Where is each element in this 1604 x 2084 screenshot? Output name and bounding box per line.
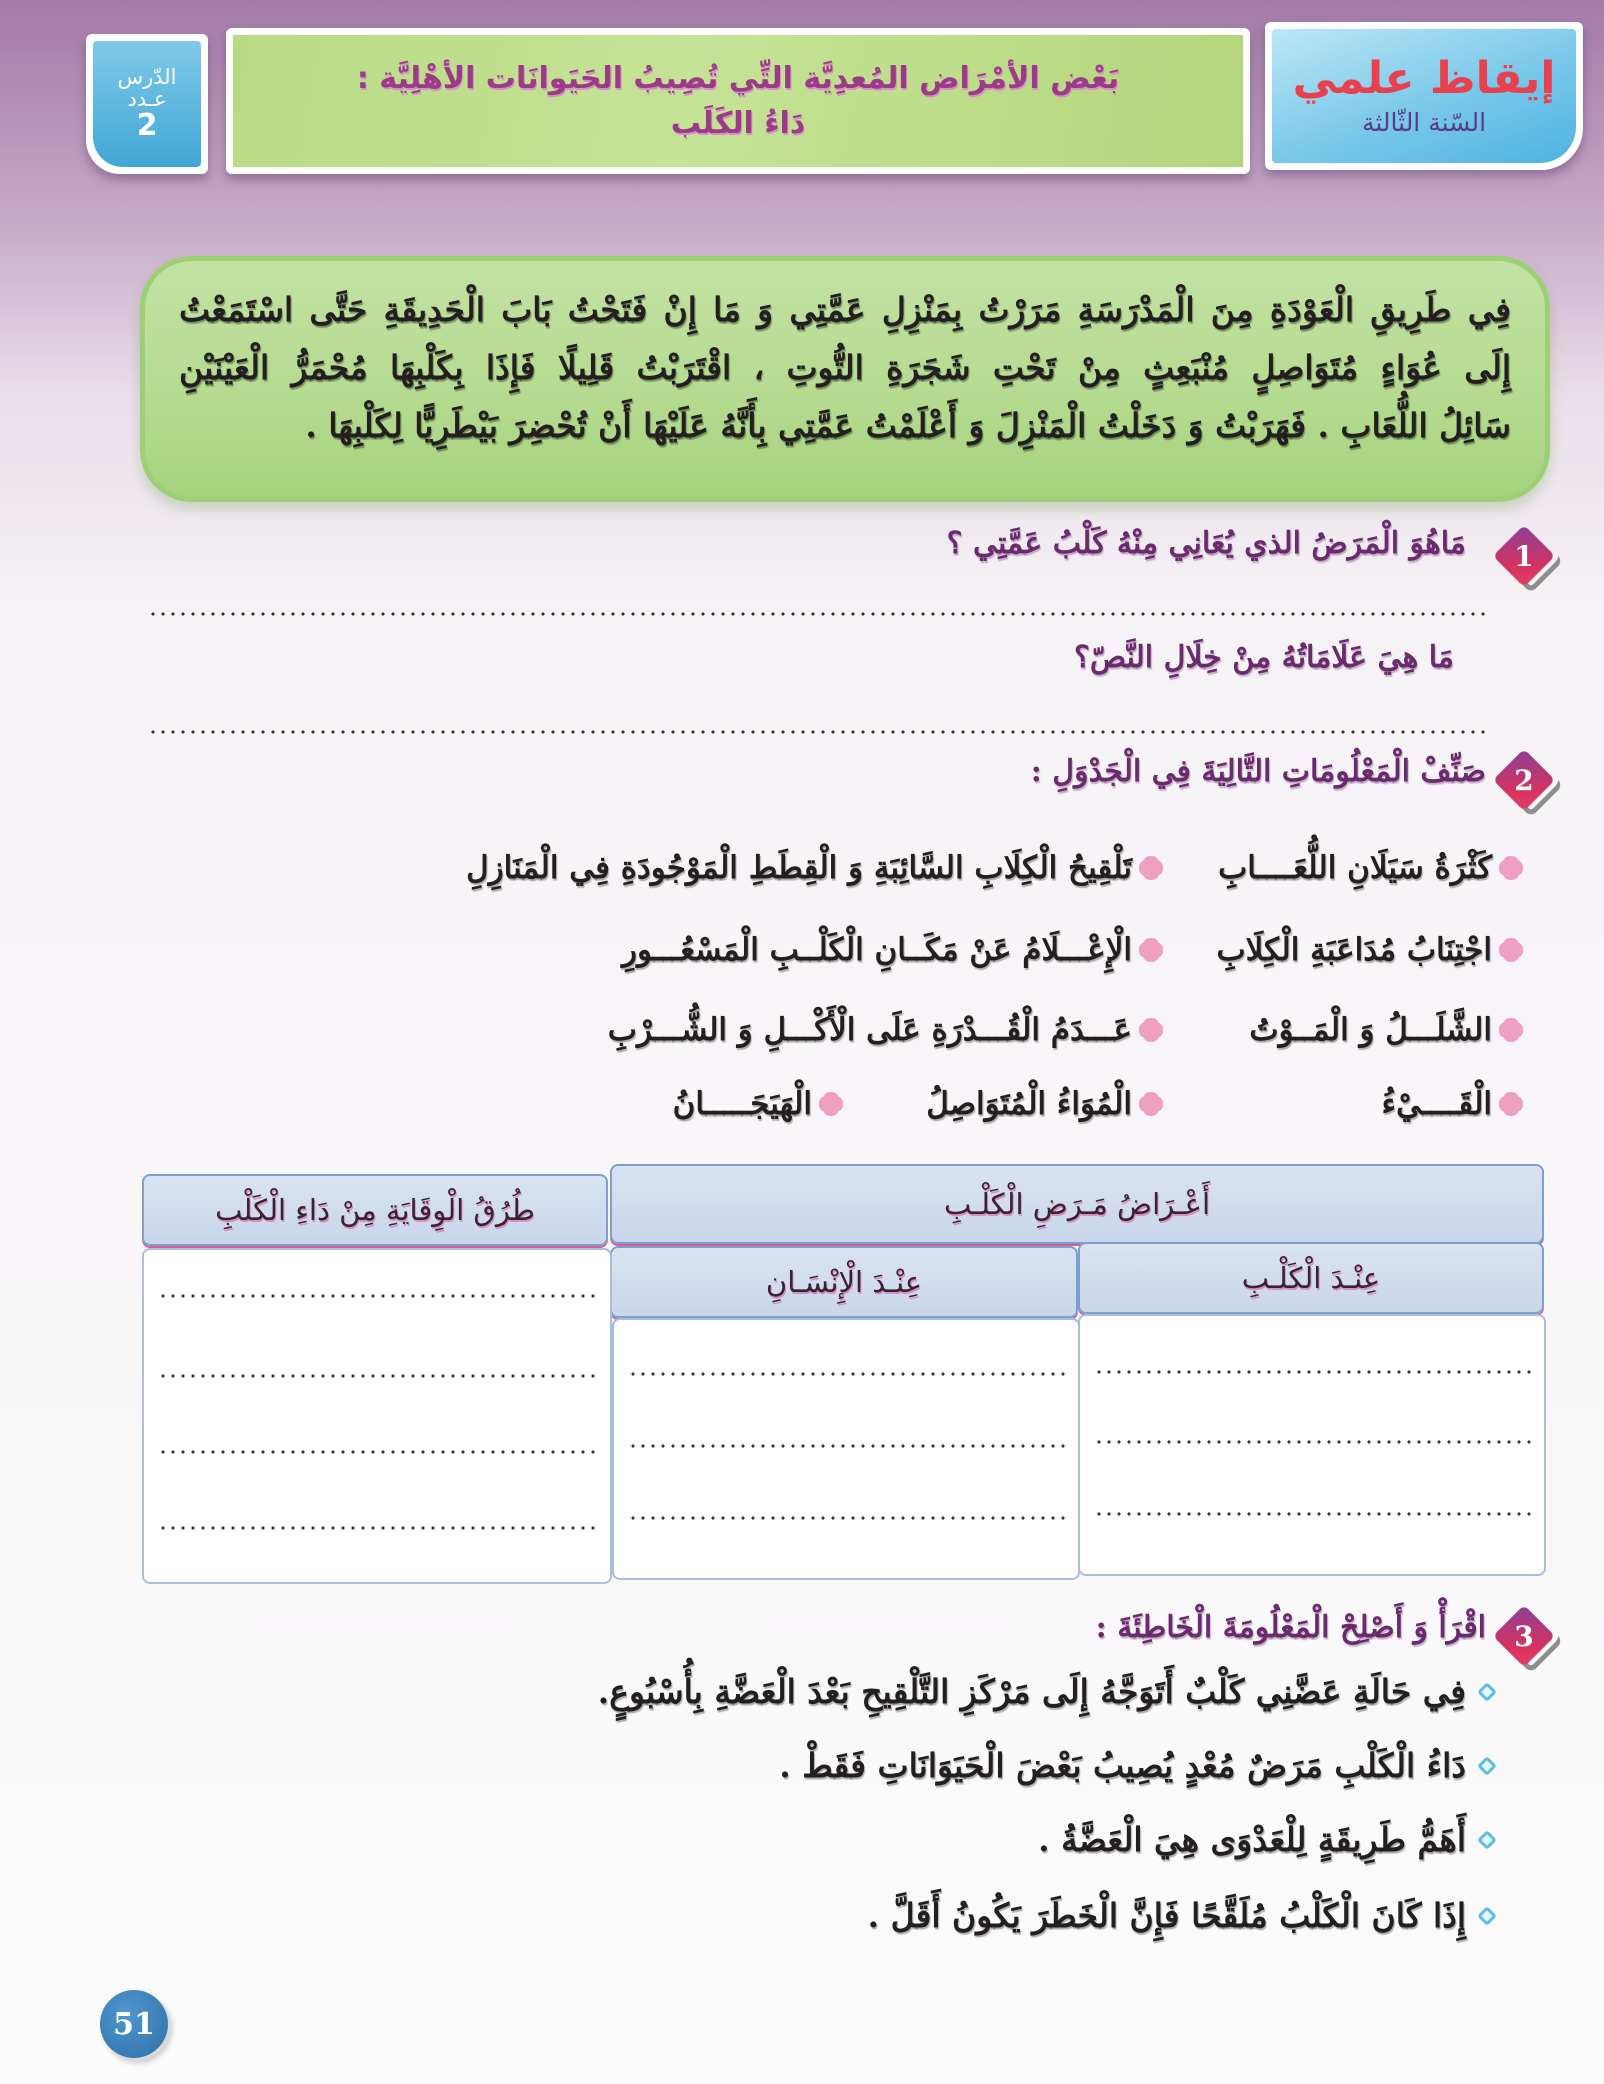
grade-label: السّنة الثّالثة (1361, 107, 1487, 137)
flower-bullet-icon (1138, 855, 1164, 881)
answer-line[interactable] (628, 1444, 1066, 1448)
classify-item: الْهَيَجَـــــانُ (673, 1086, 844, 1122)
question-number: 3 (1514, 1619, 1534, 1653)
diamond-bullet-icon (1477, 1756, 1497, 1776)
statement-item: فِي حَالَةِ عَضَّنِي كَلْبٌ أَتَوَجَّهُ إِلَى مَرْكَزِ التَّلْقِيحِ بَعْدَ الْعَضَّةِ بِأُسْبُوعٍ. (598, 1672, 1494, 1711)
lesson-label: الدّرس (117, 65, 177, 90)
classify-item: اجْتِنَابُ مُدَاعَبَةِ الْكِلَابِ (1216, 932, 1524, 968)
question-3-badge (1496, 1608, 1554, 1666)
statement-item: دَاءُ الْكَلْبِ مَرَضٌ مُعْدٍ يُصِيبُ بَعْضَ الْحَيَوَانَاتِ فَقَطْ . (779, 1746, 1494, 1785)
table-cell-human[interactable] (612, 1318, 1080, 1580)
table-cell-prevention[interactable] (142, 1248, 612, 1584)
flower-bullet-icon (1498, 937, 1524, 963)
lesson-number-badge (86, 34, 208, 174)
diamond-bullet-icon (1477, 1830, 1497, 1850)
answer-line[interactable] (148, 612, 1490, 616)
flower-bullet-icon (1498, 1091, 1524, 1117)
classify-item: عَـــدَمُ الْقُـــدْرَةِ عَلَى الْأَكْـــلِ وَ الشُّـــرْبِ (608, 1012, 1164, 1048)
classify-item: الْإِعْـــلَامُ عَنْ مَكَــانِ الْكَلْــبِ الْمَسْعُـــورِ (622, 932, 1164, 968)
page-number: 51 (100, 1990, 168, 2058)
answer-line[interactable] (158, 1450, 598, 1454)
answer-line[interactable] (158, 1294, 598, 1298)
brand-banner (1265, 22, 1583, 170)
table-header-symptoms: أَعْـرَاضُ مَـرَضِ الْكَلْـبِ (610, 1164, 1544, 1244)
lesson-title-line2: دَاءُ الكَلَب (670, 106, 806, 141)
table-subheader-human: عِنْـدَ الْإِنْسَـانِ (610, 1246, 1078, 1318)
diamond-bullet-icon (1477, 1682, 1497, 1702)
flower-bullet-icon (1498, 1017, 1524, 1043)
lesson-number-label: عـدد (127, 87, 167, 112)
question-2-prompt: صَنِّفْ الْمَعْلُومَاتِ التَّالِيَةَ فِي الْجَدْوَلِ : (1030, 754, 1486, 789)
answer-line[interactable] (628, 1372, 1066, 1376)
answer-line[interactable] (1094, 1370, 1532, 1374)
flower-bullet-icon (1498, 855, 1524, 881)
flower-bullet-icon (1138, 1017, 1164, 1043)
table-subheader-dog: عِنْـدَ الْكَلْـبِ (1078, 1242, 1544, 1314)
classify-item: الشَّلَـــلُ وَ الْمَــوْتُ (1249, 1012, 1524, 1048)
classify-item: الْقَــــيْءُ (1382, 1086, 1524, 1122)
answer-line[interactable] (1094, 1512, 1532, 1516)
question-2-badge (1496, 752, 1554, 810)
lesson-title-line1: بَعْض الأمْرَاض المُعدِيَّة التِّي تُصِيبُ الحَيَوانَات الأهْلِيَّة : (356, 61, 1120, 96)
flower-bullet-icon (1138, 937, 1164, 963)
classify-item: الْمُوَاءُ الْمُتَوَاصِلُ (926, 1086, 1164, 1122)
lesson-number: 2 (136, 108, 158, 144)
brand-title: إيقاظ علمي (1292, 53, 1556, 105)
story-line: إِلَى عُوَاءٍ مُتَوَاصِلٍ مُنْبَعِثٍ مِنْ تَحْتِ شَجَرَةِ التُّوتِ ، اقْتَرَبْتُ قَلِيلًا فَإِذَا بِكَلْبِهَا مُحْمَرُّ الْعَيْنَيْنِ (179, 348, 1511, 387)
answer-line[interactable] (1094, 1440, 1532, 1444)
classify-item: تَلْقِيحُ الْكِلَابِ السَّائِبَةِ وَ الْقِطَطِ الْمَوْجُودَةِ فِي الْمَنَازِلِ (466, 850, 1164, 886)
diamond-bullet-icon (1477, 1906, 1497, 1926)
question-1-prompt-a: مَاهُوَ الْمَرَضُ الذي يُعَانِي مِنْهُ كَلْبُ عَمَّتِي ؟ (946, 526, 1466, 561)
table-cell-dog[interactable] (1078, 1314, 1546, 1576)
answer-line[interactable] (158, 1526, 598, 1530)
question-number: 1 (1514, 539, 1534, 573)
story-box (140, 256, 1550, 502)
question-number: 2 (1514, 763, 1534, 797)
statement-item: أَهَمُّ طَرِيقَةٍ لِلْعَدْوَى هِيَ الْعَضَّةُ . (1038, 1820, 1494, 1859)
lesson-title-banner (226, 28, 1250, 174)
question-1-prompt-b: مَا هِيَ عَلَامَاتُهُ مِنْ خِلَالِ النَّصّ؟ (1073, 640, 1454, 675)
table-header-prevention: طُرُقُ الْوِقَايَةِ مِنْ دَاءِ الْكَلْبِ (142, 1174, 608, 1246)
question-3-prompt: اقْرَأْ وَ أَصْلِحْ الْمَعْلُومَةَ الْخَاطِئَةَ : (1095, 1610, 1486, 1645)
answer-line[interactable] (148, 730, 1490, 734)
question-1-badge (1496, 528, 1554, 586)
classify-item: كَثْرَةُ سَيَلَانِ اللُّعَــــابِ (1218, 850, 1524, 886)
statement-item: إِذَا كَانَ الْكَلْبُ مُلَقَّحًا فَإِنَّ الْخَطَرَ يَكُونُ أَقَلَّ . (868, 1896, 1494, 1935)
story-line: فِي طَرِيقِ الْعَوْدَةِ مِنَ الْمَدْرَسَةِ مَرَرْتُ بِمَنْزِلِ عَمَّتِي وَ مَا إِنْ فَتَحْتُ بَابَ الْحَدِيقَةِ حَتَّى اسْتَمَعْتُ (179, 290, 1511, 329)
flower-bullet-icon (818, 1091, 844, 1117)
answer-line[interactable] (158, 1374, 598, 1378)
story-line: سَائِلُ اللُّعَابِ . فَهَرَبْتُ وَ دَخَلْتُ الْمَنْزِلَ وَ أَعْلَمْتُ عَمَّتِي بِأَنَّهُ عَلَيْهَا أَنْ تُحْضِرَ بَيْطَرِيًّا لِكَلْبِهَا . (305, 406, 1511, 445)
flower-bullet-icon (1138, 1091, 1164, 1117)
answer-line[interactable] (628, 1516, 1066, 1520)
